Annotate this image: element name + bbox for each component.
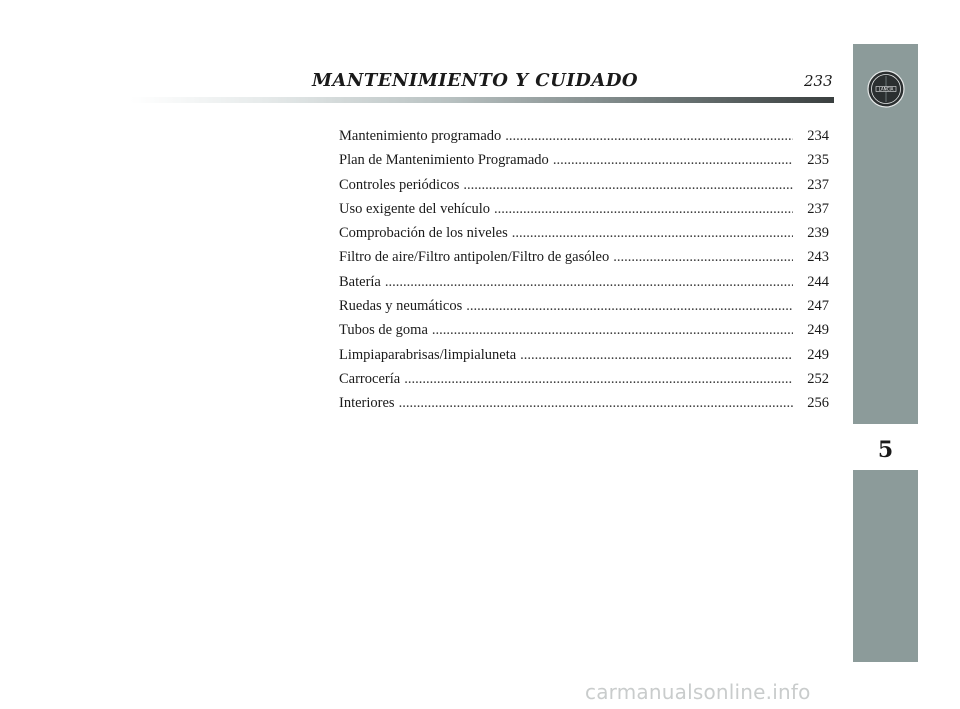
toc-entry-page: 249 — [807, 322, 829, 339]
toc-entry-page: 247 — [807, 298, 829, 315]
toc-entry[interactable] — [339, 173, 829, 197]
toc-entry-page: 235 — [807, 152, 829, 169]
toc-entry-label: Carrocería — [339, 370, 401, 387]
toc-dot-leader — [463, 173, 793, 197]
toc-dot-leader — [466, 294, 793, 318]
toc-dot-leader — [404, 367, 793, 391]
toc-entry[interactable] — [339, 197, 829, 221]
toc-entry-label: Mantenimiento programado — [339, 128, 502, 144]
toc-dot-leader — [432, 318, 793, 342]
toc-dot-leader — [494, 197, 793, 221]
toc-entry-page: 256 — [807, 395, 829, 412]
table-of-contents — [339, 124, 829, 416]
toc-entry[interactable] — [339, 221, 829, 245]
toc-entry-label: Filtro de aire/Filtro antipolen/Filtro de gasóleo — [339, 249, 610, 266]
tab-lower — [853, 470, 918, 662]
lancia-logo-icon — [867, 70, 905, 108]
toc-entry[interactable] — [339, 391, 829, 415]
toc-entry[interactable] — [339, 245, 829, 269]
chapter-number[interactable]: 5 — [877, 437, 894, 463]
toc-dot-leader — [553, 148, 793, 172]
toc-entry-label: Comprobación de los niveles — [339, 225, 508, 242]
toc-entry-label: Ruedas y neumáticos — [339, 298, 463, 315]
toc-dot-leader — [520, 343, 793, 367]
toc-entry[interactable] — [339, 270, 829, 294]
toc-dot-leader — [399, 391, 793, 415]
toc-entry[interactable] — [339, 294, 829, 318]
toc-dot-leader — [385, 270, 793, 294]
toc-dot-leader — [512, 221, 793, 245]
toc-entry-label: Batería — [339, 273, 381, 290]
toc-entry-label: Controles periódicos — [339, 176, 460, 193]
toc-entry-page: 237 — [807, 176, 829, 193]
toc-entry[interactable] — [339, 367, 829, 391]
toc-entry-label: Interiores — [339, 395, 395, 412]
toc-entry-page: 237 — [807, 200, 829, 217]
toc-entry-page: 239 — [807, 225, 829, 242]
toc-entry[interactable] — [339, 148, 829, 172]
toc-entry-page: 243 — [807, 249, 829, 266]
header-rule — [130, 97, 834, 103]
toc-dot-leader — [505, 124, 793, 148]
chapter-title: MANTENIMIENTO Y CUIDADO — [312, 70, 639, 91]
toc-entry-page: 244 — [807, 273, 829, 290]
toc-entry[interactable] — [339, 318, 829, 342]
toc-entry-page: 234 — [807, 128, 829, 144]
toc-entry[interactable] — [339, 124, 829, 148]
toc-entry-label: Limpiaparabrisas/limpialuneta — [339, 346, 517, 363]
toc-entry-page: 252 — [807, 370, 829, 387]
toc-dot-leader — [613, 245, 793, 269]
toc-entry-label: Plan de Mantenimiento Programado — [339, 152, 549, 169]
page-number: 233 — [804, 72, 833, 90]
toc-entry-label: Tubos de goma — [339, 322, 428, 339]
toc-entry-label: Uso exigente del vehículo — [339, 200, 490, 217]
toc-entry-page: 249 — [807, 346, 829, 363]
toc-entry[interactable] — [339, 343, 829, 367]
logo-text: LANCIA — [878, 86, 894, 92]
watermark: carmanualsonline.info — [585, 680, 811, 704]
